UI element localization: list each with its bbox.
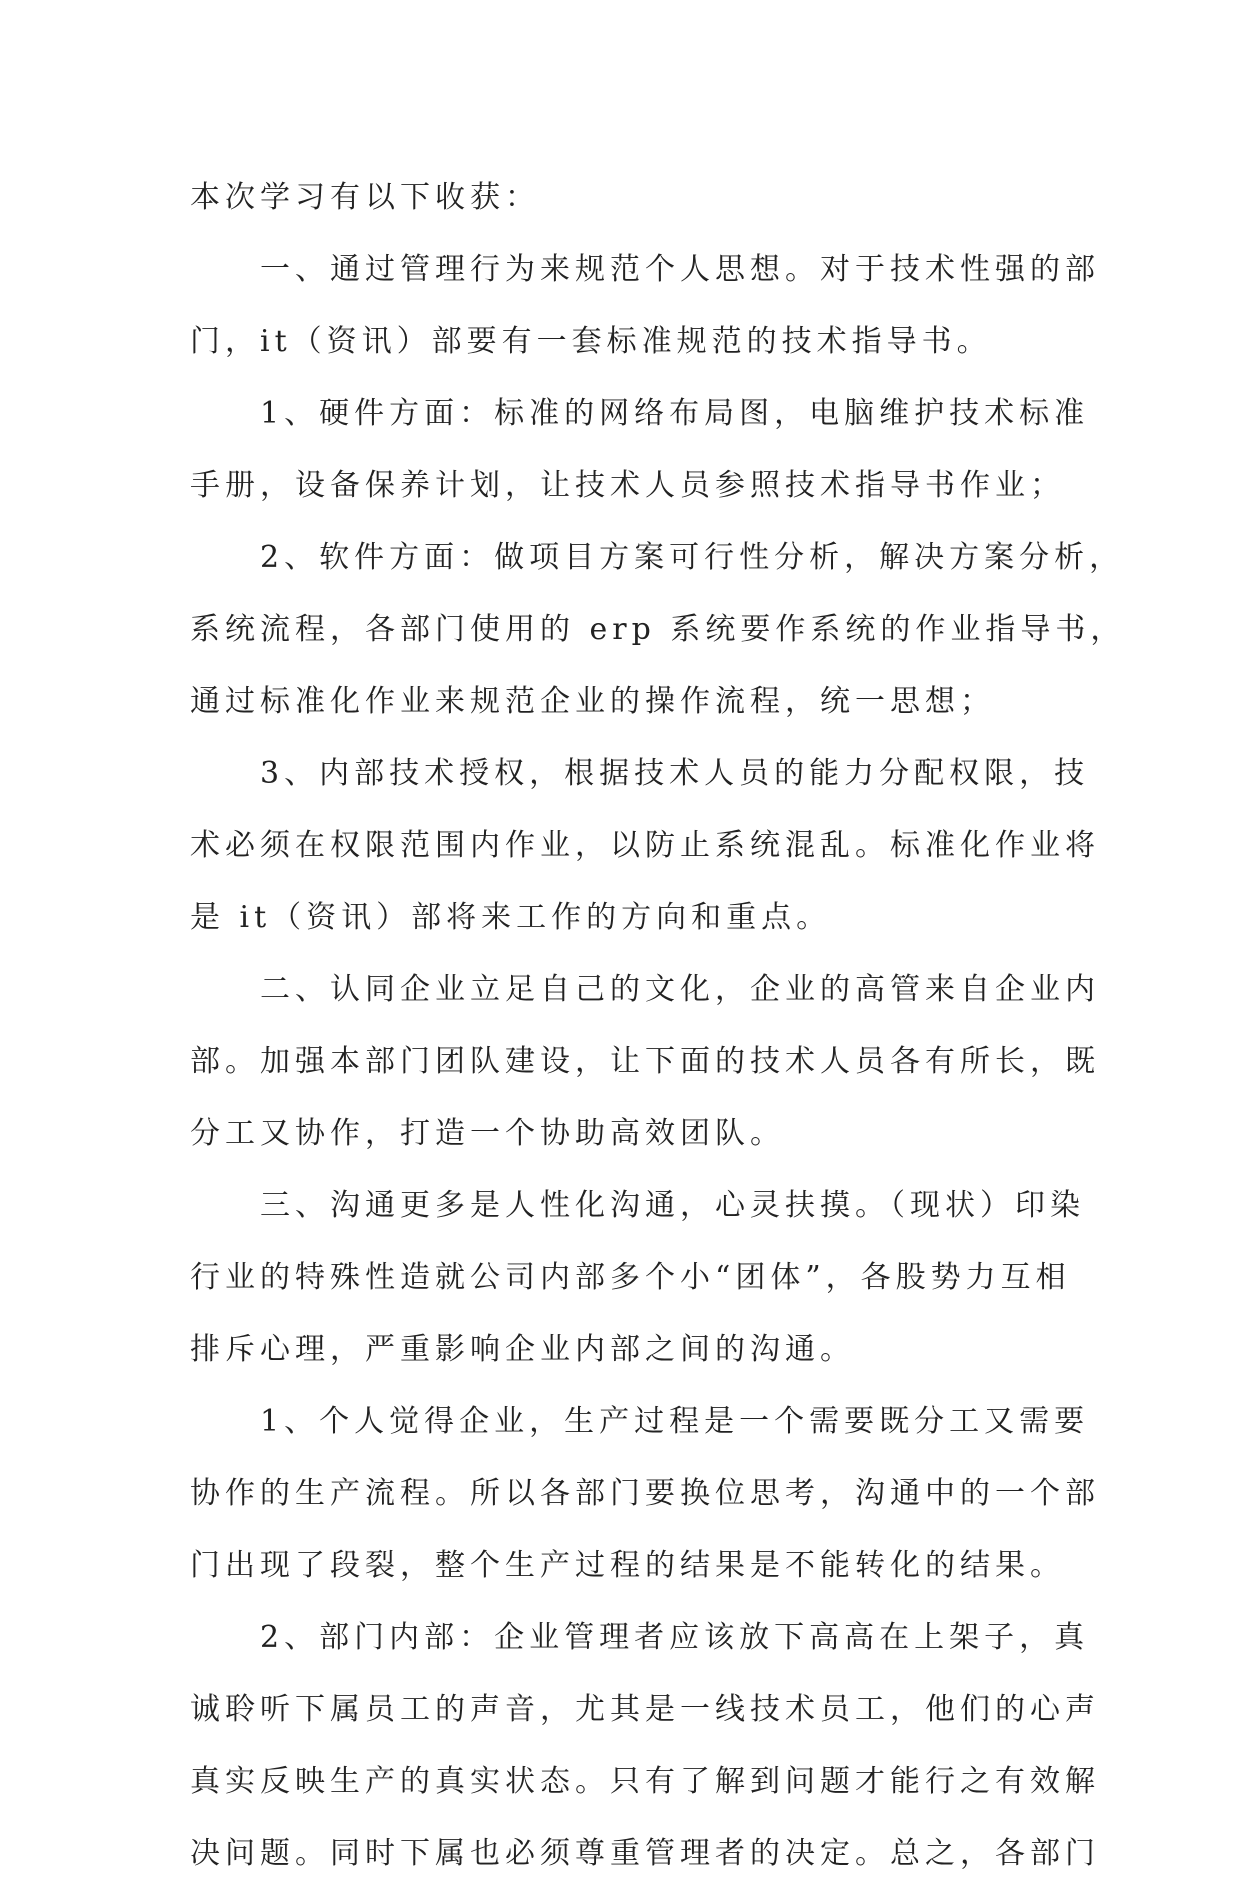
text-line: 是 it（资讯）部将来工作的方向和重点。	[190, 900, 832, 935]
text-line: 2、软件方面：做项目方案可行性分析，解决方案分析，	[260, 540, 1125, 575]
text-line: 三、沟通更多是人性化沟通，心灵扶摸。（现状）印染	[260, 1188, 1085, 1223]
paragraph-hardware	[190, 378, 1090, 522]
text-line: 二、认同企业立足自己的文化，企业的高管来自企业内	[260, 972, 1100, 1007]
text-line: 2、部门内部：企业管理者应该放下高高在上架子，真	[260, 1620, 1090, 1655]
text-line: 1、硬件方面：标准的网络布局图，电脑维护技术标准	[260, 396, 1090, 431]
paragraph-section-1	[190, 234, 1100, 378]
text-line: 一、通过管理行为来规范个人思想。对于技术性强的部	[260, 252, 1100, 287]
text-line: 门，it（资讯）部要有一套标准规范的技术指导书。	[190, 324, 992, 359]
paragraph-personal-view	[190, 1386, 1100, 1602]
text-line: 3、内部技术授权，根据技术人员的能力分配权限，技	[260, 756, 1090, 791]
document-body	[190, 162, 1126, 1890]
paragraph-intro	[190, 162, 1060, 234]
paragraph-section-2	[190, 954, 1100, 1170]
paragraph-section-3	[190, 1170, 1085, 1386]
text-line: 系统流程，各部门使用的 erp 系统要作系统的作业指导书，	[190, 612, 1126, 647]
text-line: 部。加强本部门团队建设，让下面的技术人员各有所长，既	[190, 1044, 1100, 1079]
text-line: 1、个人觉得企业，生产过程是一个需要既分工又需要	[260, 1404, 1090, 1439]
text-line: 行业的特殊性造就公司内部多个小“团体”，各股势力互相	[190, 1260, 1071, 1295]
text-line: 手册，设备保养计划，让技术人员参照技术指导书作业；	[190, 468, 1065, 503]
text-line: 排斥心理，严重影响企业内部之间的沟通。	[190, 1332, 855, 1367]
paragraph-authorization	[190, 738, 1100, 954]
text-line: 诚聆听下属员工的声音，尤其是一线技术员工，他们的心声	[190, 1692, 1100, 1727]
text-line: 术必须在权限范围内作业，以防止系统混乱。标准化作业将	[190, 828, 1100, 863]
text-line: 门出现了段裂，整个生产过程的结果是不能转化的结果。	[190, 1548, 1065, 1583]
text-line: 分工又协作，打造一个协助高效团队。	[190, 1116, 785, 1151]
text-line: 通过标准化作业来规范企业的操作流程，统一思想；	[190, 684, 995, 719]
text-line: 本次学习有以下收获：	[190, 180, 540, 215]
text-line: 协作的生产流程。所以各部门要换位思考，沟通中的一个部	[190, 1476, 1100, 1511]
text-line: 决问题。同时下属也必须尊重管理者的决定。总之，各部门	[190, 1836, 1100, 1871]
paragraph-internal-department	[190, 1602, 1100, 1890]
paragraph-software	[190, 522, 1126, 738]
text-line: 真实反映生产的真实状态。只有了解到问题才能行之有效解	[190, 1764, 1100, 1799]
